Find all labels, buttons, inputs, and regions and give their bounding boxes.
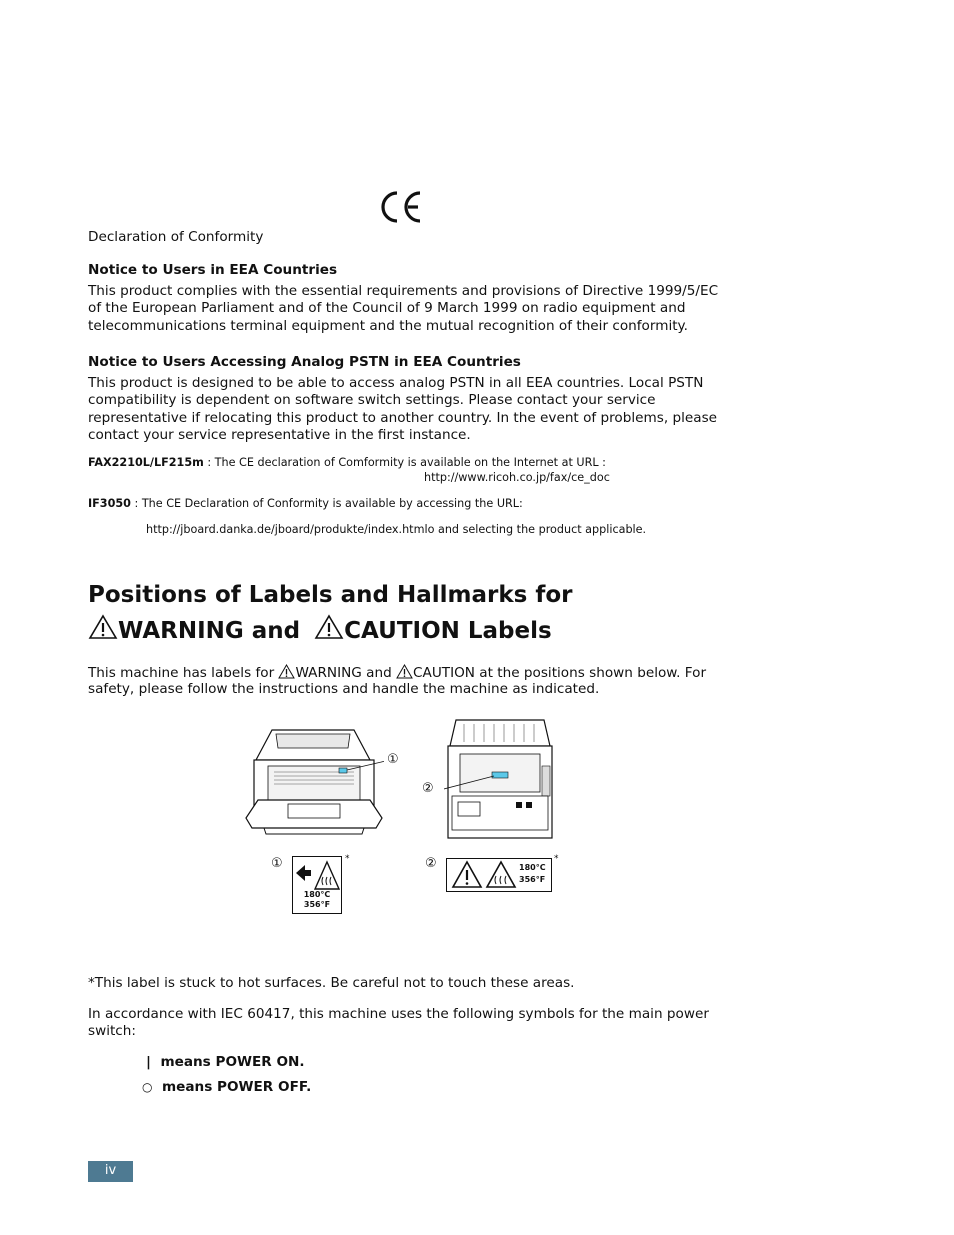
- fax-url: http://www.ricoh.co.jp/fax/ce_doc: [424, 471, 610, 484]
- iec-note-line: switch:: [88, 1023, 136, 1040]
- intro-line2: safety, please follow the instructions and handle the machine as indicated.: [88, 681, 600, 697]
- section-title-line1: Positions of Labels and Hallmarks for: [88, 582, 573, 608]
- if-url-line: http://jboard.danka.de/jboard/produkte/index.htmlo and selecting the product applicable.: [146, 523, 647, 536]
- eea-notice-body: [88, 283, 718, 335]
- warning-word: WARNING and: [118, 618, 301, 644]
- callout-2-label: ②: [425, 856, 437, 871]
- power-on-row: [146, 1054, 305, 1071]
- eea-notice-line: telecommunications terminal equipment and the mutual recognition of their conformity.: [88, 317, 688, 334]
- hot-surface-icon: [293, 859, 341, 893]
- power-off-symbol: ○: [142, 1080, 153, 1094]
- label-1-temperature: [293, 890, 341, 910]
- pstn-notice-body: [88, 375, 717, 445]
- fax-model: FAX2210L/LF215m: [88, 456, 204, 469]
- page-number: iv: [88, 1161, 133, 1182]
- intro-caution: CAUTION at the positions shown below. For: [413, 665, 707, 681]
- if-model: IF3050: [88, 497, 131, 510]
- iec-note-line: In accordance with IEC 60417, this machine uses the following symbols for the main power: [88, 1006, 709, 1022]
- pstn-notice-line: compatibility is dependent on software switch settings. Please contact your service: [88, 392, 656, 409]
- hot-surface-label-2: [446, 858, 552, 892]
- printer-front-illustration: [244, 720, 384, 840]
- label-2-temperature: [519, 862, 546, 886]
- printer-rear-illustration: [444, 716, 556, 844]
- warning-hot-icon: [449, 859, 519, 891]
- callout-2-rear: ②: [422, 781, 434, 796]
- power-off-text: means POWER OFF.: [161, 1079, 312, 1095]
- callout-1-label: ①: [271, 856, 283, 871]
- temp-fahrenheit: 356°F: [303, 900, 331, 909]
- power-on-text: means POWER ON.: [160, 1054, 305, 1070]
- eea-notice-line: of the European Parliament and of the Council of 9 March 1999 on radio equipment and: [88, 300, 686, 317]
- asterisk-2: *: [554, 854, 559, 864]
- eea-notice-heading: Notice to Users in EEA Countries: [88, 262, 338, 278]
- declaration-title: Declaration of Conformity: [88, 229, 264, 245]
- hot-surface-note: *This label is stuck to hot surfaces. Be careful not to touch these areas.: [88, 975, 575, 991]
- pstn-notice-line: contact your service representative in the first instance.: [88, 427, 471, 444]
- temp-celsius: 180°C: [519, 863, 546, 872]
- pstn-notice-line: This product is designed to be able to access analog PSTN in all EEA countries. Local PSTN: [88, 375, 704, 391]
- pstn-notice-line: representative if relocating this product to another country. In the event of problems, please: [88, 409, 718, 426]
- asterisk-1: *: [345, 854, 350, 864]
- caution-word: CAUTION Labels: [344, 618, 552, 644]
- warning-triangle-icon: [88, 614, 118, 651]
- if-note: [88, 496, 523, 511]
- fax-note: [88, 455, 606, 470]
- hot-surface-label-1: [292, 856, 342, 914]
- caution-triangle-icon: [314, 614, 344, 651]
- callout-1-front: ①: [387, 752, 399, 767]
- temp-fahrenheit: 356°F: [519, 875, 546, 884]
- eea-notice-line: This product complies with the essential requirements and provisions of Directive 1999/5/EC: [88, 283, 719, 299]
- intro-warning: WARNING and: [295, 665, 397, 681]
- iec-note: [88, 1006, 709, 1041]
- power-on-symbol: |: [146, 1054, 151, 1070]
- ce-mark-logo: [378, 190, 424, 228]
- section-title-line2: [88, 613, 552, 651]
- if-note-text: : The CE Declaration of Conformity is available by accessing the URL:: [130, 497, 523, 510]
- intro-text: This machine has labels for: [88, 665, 279, 681]
- pstn-notice-heading: Notice to Users Accessing Analog PSTN in EEA Countries: [88, 354, 521, 370]
- temp-celsius: 180°C: [303, 890, 331, 899]
- fax-note-text: : The CE declaration of Comformity is available on the Internet at URL :: [203, 456, 606, 469]
- power-off-row: [142, 1079, 311, 1096]
